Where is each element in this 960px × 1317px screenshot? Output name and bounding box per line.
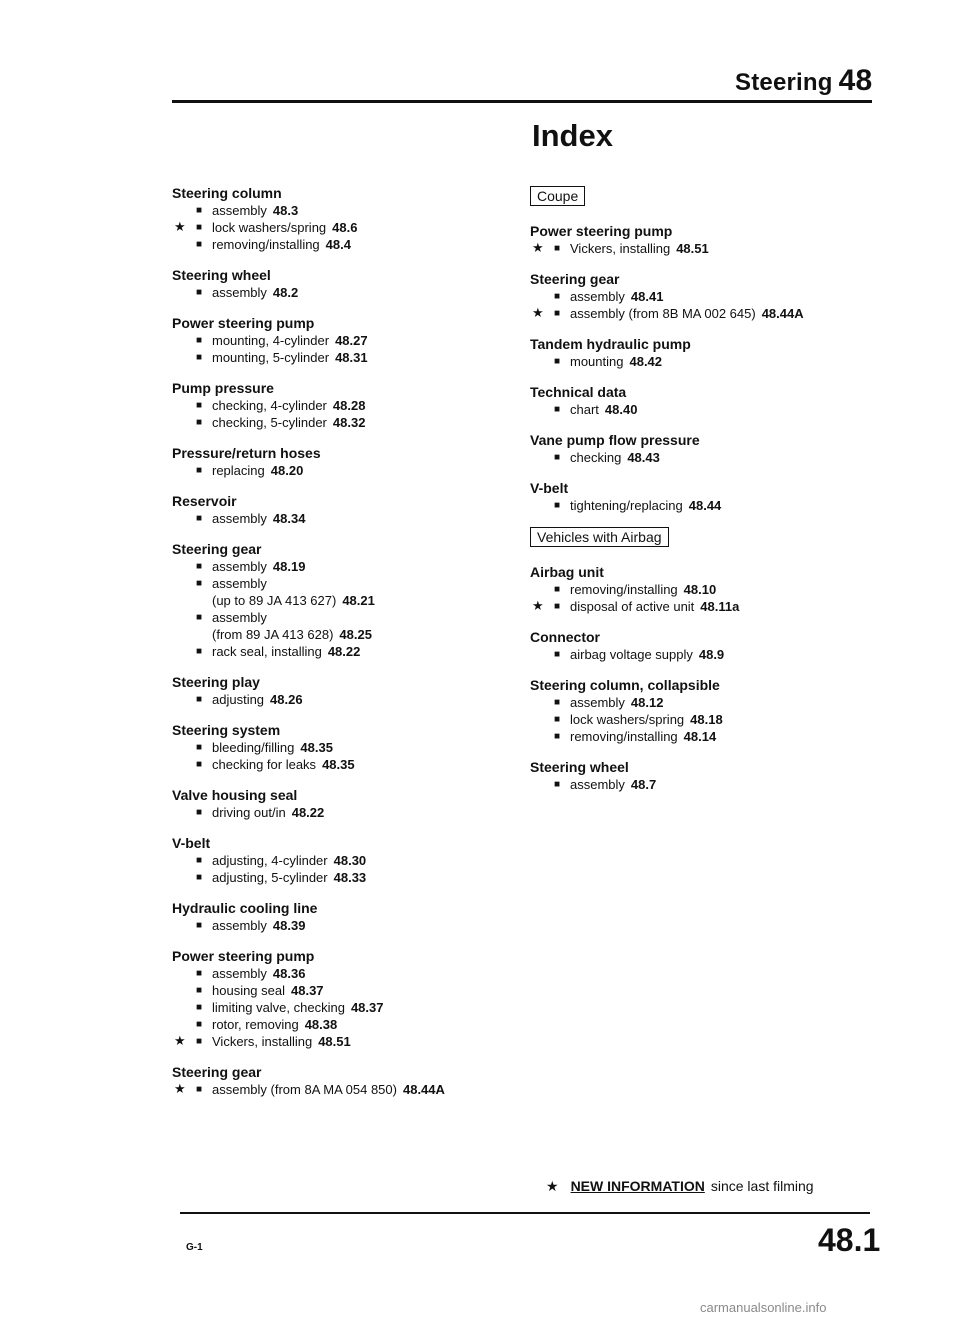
entry-text: assembly — [212, 918, 267, 933]
entry-text: limiting valve, checking — [212, 1000, 345, 1015]
footnote-text: since last filming — [710, 1178, 814, 1194]
index-heading: Pump pressure — [172, 380, 274, 396]
index-entry — [172, 965, 532, 982]
top-rule — [172, 100, 872, 103]
index-heading: Tandem hydraulic pump — [530, 336, 691, 352]
entry-text: assembly — [212, 203, 267, 218]
index-entry — [172, 609, 532, 643]
entry-text: replacing — [212, 463, 265, 478]
index-entry — [530, 240, 890, 257]
bullet-icon: ■ — [554, 584, 561, 595]
index-group — [172, 266, 532, 301]
index-group — [530, 758, 890, 793]
bullet-icon: ■ — [554, 731, 561, 742]
entry-text: Vickers, installing — [212, 1034, 313, 1049]
entry-text: assembly — [212, 966, 267, 981]
bullet-icon: ■ — [196, 872, 203, 883]
index-group — [530, 431, 890, 466]
index-group — [172, 721, 532, 773]
entry-page-ref: 48.38 — [304, 1017, 338, 1032]
index-entry — [172, 202, 532, 219]
header-chapter: 48 — [838, 64, 873, 97]
index-entry — [172, 414, 532, 431]
index-entry — [172, 332, 532, 349]
index-heading: Power steering pump — [172, 315, 315, 331]
entry-text: assembly (up to 89 JA 413 627) — [212, 576, 337, 608]
bullet-icon: ■ — [196, 578, 203, 589]
entry-page-ref: 48.26 — [270, 692, 303, 707]
index-group — [530, 222, 890, 257]
entry-page-ref: 48.4 — [325, 237, 351, 252]
entry-page-ref: 48.33 — [333, 870, 367, 885]
entry-text: checking — [570, 450, 622, 465]
entry-text: adjusting, 4-cylinder — [212, 853, 328, 868]
entry-page-ref: 48.42 — [629, 354, 663, 369]
index-group — [172, 673, 532, 708]
entry-text: housing seal — [212, 983, 285, 998]
page-number: 48.1 — [818, 1222, 881, 1258]
bullet-icon: ■ — [554, 308, 561, 319]
entry-text: airbag voltage supply — [570, 647, 693, 662]
entry-text: rotor, removing — [212, 1017, 299, 1032]
entry-text: lock washers/spring — [212, 220, 327, 235]
index-heading: Steering gear — [172, 541, 262, 557]
bullet-icon: ■ — [196, 239, 203, 250]
entry-page-ref: 48.51 — [676, 241, 709, 256]
index-heading: Steering gear — [172, 1064, 262, 1080]
index-entry — [530, 305, 890, 322]
index-heading: Steering column, collapsible — [530, 677, 720, 693]
entry-page-ref: 48.11a — [700, 599, 740, 614]
bullet-icon: ■ — [196, 646, 203, 657]
index-entry — [530, 598, 890, 615]
index-group — [530, 676, 890, 745]
index-entry — [172, 869, 532, 886]
bullet-icon: ■ — [554, 697, 561, 708]
entry-text: adjusting, 5-cylinder — [212, 870, 328, 885]
bullet-icon: ■ — [554, 404, 561, 415]
entry-page-ref: 48.20 — [270, 463, 304, 478]
entry-text: removing/installing — [570, 582, 678, 597]
entry-text: assembly — [212, 511, 267, 526]
index-section — [530, 222, 890, 514]
bullet-icon: ■ — [196, 561, 203, 572]
index-heading: Power steering pump — [530, 223, 673, 239]
bullet-icon: ■ — [196, 1002, 203, 1013]
bullet-icon: ■ — [554, 356, 561, 367]
index-entry — [172, 917, 532, 934]
index-entry — [172, 739, 532, 756]
entry-page-ref: 48.22 — [291, 805, 325, 820]
entry-text: assembly — [570, 777, 625, 792]
index-entry — [172, 510, 532, 527]
entry-text: checking, 4-cylinder — [212, 398, 327, 413]
bullet-icon: ■ — [196, 222, 203, 233]
index-entry — [172, 852, 532, 869]
entry-text: assembly — [212, 559, 267, 574]
index-heading: Technical data — [530, 384, 627, 400]
entry-text: disposal of active unit — [570, 599, 695, 614]
new-information-label: NEW INFORMATION — [570, 1178, 705, 1194]
entry-text: assembly — [570, 289, 625, 304]
index-entry — [530, 581, 890, 598]
bullet-icon: ■ — [196, 205, 203, 216]
index-entry — [530, 353, 890, 370]
entry-text: tightening/replacing — [570, 498, 683, 513]
index-heading: Hydraulic cooling line — [172, 900, 318, 916]
left-index-column — [172, 184, 532, 1111]
index-entry — [172, 575, 532, 609]
section-box-label: Vehicles with Airbag — [530, 527, 669, 547]
index-entry — [172, 691, 532, 708]
entry-page-ref: 48.18 — [690, 712, 723, 727]
entry-page-ref: 48.27 — [335, 333, 368, 348]
index-group — [172, 379, 532, 431]
entry-page-ref: 48.44 — [688, 498, 722, 513]
bullet-icon: ■ — [196, 287, 203, 298]
bullet-icon: ■ — [196, 400, 203, 411]
index-group — [530, 479, 890, 514]
index-entry — [172, 643, 532, 660]
index-group — [172, 947, 532, 1050]
bullet-icon: ■ — [196, 352, 203, 363]
index-heading: Steering column — [172, 185, 282, 201]
entry-page-ref: 48.10 — [683, 582, 717, 597]
bullet-icon: ■ — [196, 694, 203, 705]
index-heading: Steering wheel — [172, 267, 271, 283]
entry-page-ref: 48.31 — [335, 350, 368, 365]
new-info-star-icon: ★ — [532, 305, 544, 320]
new-info-star-icon: ★ — [174, 1081, 186, 1096]
index-group — [530, 383, 890, 418]
bullet-icon: ■ — [196, 465, 203, 476]
index-entry — [530, 711, 890, 728]
entry-page-ref: 48.6 — [332, 220, 358, 235]
index-entry — [530, 497, 890, 514]
star-icon: ★ — [546, 1178, 559, 1194]
bullet-icon: ■ — [554, 500, 561, 511]
entry-page-ref: 48.37 — [291, 983, 324, 998]
bullet-icon: ■ — [196, 1084, 203, 1095]
index-heading: Pressure/return hoses — [172, 445, 321, 461]
entry-page-ref: 48.3 — [272, 203, 299, 218]
entry-page-ref: 48.44A — [402, 1082, 445, 1097]
entry-text: removing/installing — [212, 237, 320, 252]
footnote — [546, 1178, 814, 1195]
entry-text: assembly — [570, 695, 625, 710]
index-group — [172, 314, 532, 366]
index-entry — [530, 288, 890, 305]
bullet-icon: ■ — [554, 649, 561, 660]
bullet-icon: ■ — [196, 920, 203, 931]
index-group — [530, 563, 890, 615]
entry-page-ref: 48.40 — [604, 402, 638, 417]
index-group — [530, 628, 890, 663]
entry-text: removing/installing — [570, 729, 678, 744]
entry-text: driving out/in — [212, 805, 286, 820]
entry-page-ref: 48.43 — [627, 450, 660, 465]
index-heading: Valve housing seal — [172, 787, 298, 803]
entry-page-ref: 48.9 — [698, 647, 725, 662]
corner-code: G-1 — [186, 1242, 203, 1253]
bullet-icon: ■ — [196, 417, 203, 428]
bullet-icon: ■ — [196, 335, 203, 346]
index-heading: V-belt — [530, 480, 569, 496]
index-entry — [530, 401, 890, 418]
entry-text: bleeding/filling — [212, 740, 295, 755]
entry-page-ref: 48.21 — [342, 593, 375, 608]
entry-page-ref: 48.34 — [272, 511, 306, 526]
index-entry — [530, 728, 890, 745]
bullet-icon: ■ — [554, 452, 561, 463]
index-entry — [172, 397, 532, 414]
entry-page-ref: 48.35 — [322, 757, 355, 772]
bullet-icon: ■ — [554, 601, 561, 612]
entry-text: rack seal, installing — [212, 644, 322, 659]
bullet-icon: ■ — [196, 513, 203, 524]
index-heading: Steering gear — [530, 271, 620, 287]
index-entry — [172, 756, 532, 773]
index-entry — [172, 349, 532, 366]
index-entry — [172, 1016, 532, 1033]
index-entry — [172, 284, 532, 301]
index-section — [530, 563, 890, 793]
entry-page-ref: 48.37 — [350, 1000, 384, 1015]
index-group — [172, 899, 532, 934]
entry-page-ref: 48.30 — [333, 853, 367, 868]
new-info-star-icon: ★ — [174, 219, 186, 234]
entry-page-ref: 48.2 — [272, 285, 299, 300]
index-heading: Reservoir — [172, 493, 237, 509]
index-entry — [172, 462, 532, 479]
index-group — [172, 834, 532, 886]
bullet-icon: ■ — [196, 1019, 203, 1030]
header-title: Steering — [735, 69, 833, 96]
index-entry — [172, 219, 532, 236]
index-group — [530, 270, 890, 322]
entry-page-ref: 48.44A — [761, 306, 804, 321]
entry-page-ref: 48.39 — [272, 918, 306, 933]
index-group — [530, 335, 890, 370]
index-heading: Connector — [530, 629, 600, 645]
entry-page-ref: 48.35 — [300, 740, 333, 755]
index-entry — [530, 776, 890, 793]
index-heading: Airbag unit — [530, 564, 604, 580]
entry-page-ref: 48.51 — [318, 1034, 351, 1049]
entry-page-ref: 48.41 — [630, 289, 664, 304]
page-header — [735, 64, 872, 98]
entry-page-ref: 48.36 — [272, 966, 306, 981]
bullet-icon: ■ — [554, 243, 561, 254]
entry-page-ref: 48.32 — [332, 415, 366, 430]
index-entry — [172, 804, 532, 821]
bullet-icon: ■ — [196, 759, 203, 770]
index-heading: Power steering pump — [172, 948, 315, 964]
index-entry — [172, 236, 532, 253]
new-info-star-icon: ★ — [174, 1033, 186, 1048]
entry-text: assembly (from 8A MA 054 850) — [212, 1082, 397, 1097]
index-group — [172, 540, 532, 660]
new-info-star-icon: ★ — [532, 598, 544, 613]
index-heading: Steering system — [172, 722, 281, 738]
index-heading: V-belt — [172, 835, 211, 851]
index-group — [172, 786, 532, 821]
index-heading: Steering play — [172, 674, 260, 690]
index-heading: Steering wheel — [530, 759, 629, 775]
bullet-icon: ■ — [196, 807, 203, 818]
index-entry — [530, 694, 890, 711]
index-entry — [172, 982, 532, 999]
index-group — [172, 1063, 532, 1098]
entry-text: assembly — [212, 285, 267, 300]
entry-text: chart — [570, 402, 599, 417]
entry-text: Vickers, installing — [570, 241, 671, 256]
bottom-rule — [180, 1212, 870, 1214]
new-info-star-icon: ★ — [532, 240, 544, 255]
bullet-icon: ■ — [196, 855, 203, 866]
index-entry — [530, 449, 890, 466]
index-group — [172, 444, 532, 479]
watermark: carmanualsonline.info — [700, 1300, 827, 1315]
entry-text: checking for leaks — [212, 757, 317, 772]
bullet-icon: ■ — [196, 1036, 203, 1047]
entry-text: mounting — [570, 354, 624, 369]
index-entry — [172, 1081, 532, 1098]
index-entry — [172, 558, 532, 575]
entry-text: adjusting — [212, 692, 265, 707]
section-box-label: Coupe — [530, 186, 585, 206]
bullet-icon: ■ — [196, 612, 203, 623]
entry-text: lock washers/spring — [570, 712, 685, 727]
index-group — [172, 184, 532, 253]
index-entry — [172, 1033, 532, 1050]
bullet-icon: ■ — [554, 291, 561, 302]
entry-page-ref: 48.12 — [630, 695, 664, 710]
bullet-icon: ■ — [196, 985, 203, 996]
bullet-icon: ■ — [196, 742, 203, 753]
bullet-icon: ■ — [554, 714, 561, 725]
bullet-icon: ■ — [554, 779, 561, 790]
entry-text: assembly (from 89 JA 413 628) — [212, 610, 334, 642]
entry-page-ref: 48.25 — [339, 627, 372, 642]
entry-text: mounting, 4-cylinder — [212, 333, 330, 348]
entry-text: assembly (from 8B MA 002 645) — [570, 306, 756, 321]
entry-page-ref: 48.19 — [272, 559, 306, 574]
entry-page-ref: 48.28 — [332, 398, 366, 413]
entry-page-ref: 48.22 — [327, 644, 361, 659]
bullet-icon: ■ — [196, 968, 203, 979]
entry-page-ref: 48.14 — [683, 729, 717, 744]
entry-text: checking, 5-cylinder — [212, 415, 327, 430]
right-index-column — [530, 186, 890, 806]
index-heading: Vane pump flow pressure — [530, 432, 700, 448]
entry-page-ref: 48.7 — [630, 777, 657, 792]
index-title: Index — [532, 118, 613, 153]
index-group — [172, 492, 532, 527]
index-entry — [530, 646, 890, 663]
index-entry — [172, 999, 532, 1016]
entry-text: mounting, 5-cylinder — [212, 350, 330, 365]
